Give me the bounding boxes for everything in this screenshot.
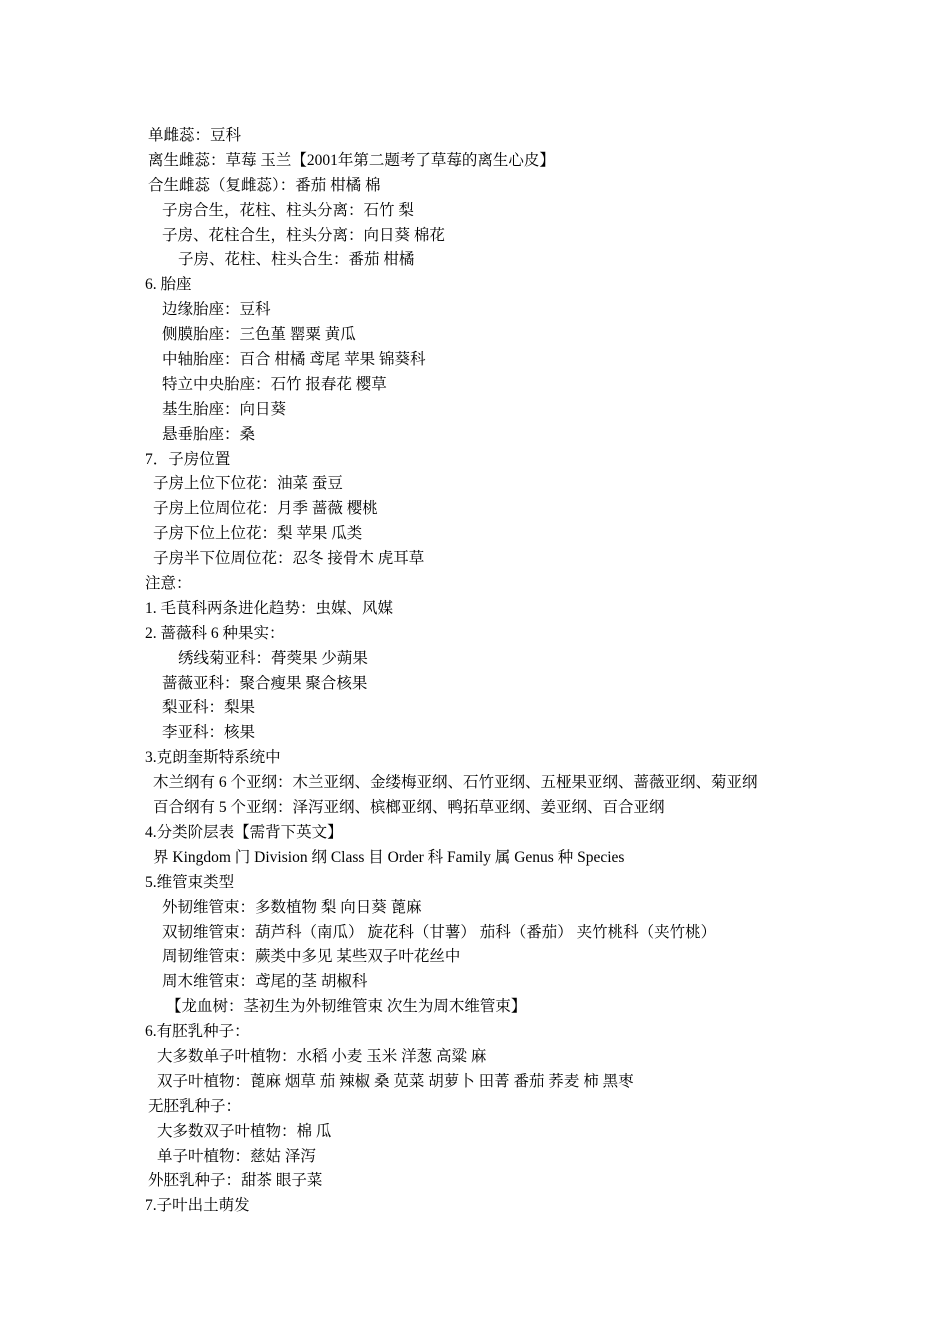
document-text [0, 124, 950, 1219]
text-line: 梨亚科：梨果 [162, 699, 256, 717]
text-line: 大多数双子叶植物：棉 瓜 [157, 1122, 332, 1140]
section-heading: 4.分类阶层表【需背下英文】 [145, 823, 343, 841]
section-heading: 7.子叶出土萌发 [145, 1197, 250, 1215]
text-line: 界 Kingdom 门 Division 纲 Class 目 Order 科 Family 属 Genus 种 Species [153, 848, 625, 866]
text-line: 双韧维管束：葫芦科（南瓜） 旋花科（甘薯） 茄科（番茄） 夹竹桃科（夹竹桃） [162, 923, 717, 941]
text-line: 百合纲有 5 个亚纲：泽泻亚纲、槟榔亚纲、鸭拓草亚纲、姜亚纲、百合亚纲 [153, 799, 665, 817]
text-line: 1. 毛茛科两条进化趋势：虫媒、风媒 [145, 599, 394, 617]
text-line: 中轴胎座：百合 柑橘 鸢尾 苹果 锦葵科 [162, 351, 426, 369]
section-heading: 5.维管束类型 [145, 873, 235, 891]
text-line: 2. 蔷薇科 6 种果实： [145, 624, 285, 642]
text-line: 子房下位上位花：梨 苹果 瓜类 [153, 525, 363, 543]
text-line: 周韧维管束：蕨类中多见 某些双子叶花丝中 [162, 948, 461, 966]
text-line: 双子叶植物：蓖麻 烟草 茄 辣椒 桑 苋菜 胡萝卜 田菁 番茄 荞麦 柿 黑枣 [157, 1072, 634, 1090]
section-heading: 注意： [145, 575, 192, 593]
text-line: 【龙血树：茎初生为外韧维管束 次生为周木维管束】 [166, 998, 527, 1016]
text-line: 边缘胎座：豆科 [162, 301, 271, 319]
text-line: 绣线菊亚科：蓇葖果 少蒴果 [178, 649, 368, 667]
text-line: 子房上位下位花：油菜 蚕豆 [153, 475, 343, 493]
text-line: 子房上位周位花：月季 蔷薇 樱桃 [153, 500, 378, 518]
text-line: 木兰纲有 6 个亚纲：木兰亚纲、金缕梅亚纲、石竹亚纲、五桠果亚纲、蔷薇亚纲、菊亚纲 [153, 774, 758, 792]
text-line: 外韧维管束：多数植物 梨 向日葵 蓖麻 [162, 898, 422, 916]
section-heading: 3.克朗奎斯特系统中 [145, 749, 281, 767]
text-line: 周木维管束：鸢尾的茎 胡椒科 [162, 973, 368, 991]
text-line: 离生雌蕊：草莓 玉兰【2001年第二题考了草莓的离生心皮】 [148, 151, 555, 169]
text-line: 悬垂胎座：桑 [162, 425, 256, 443]
text-line: 子房半下位周位花：忍冬 接骨木 虎耳草 [153, 550, 425, 568]
text-line: 基生胎座：向日葵 [162, 400, 287, 418]
text-line: 李亚科：核果 [162, 724, 256, 742]
text-line: 子房、花柱合生，柱头分离：向日葵 棉花 [162, 226, 445, 244]
text-line: 单雌蕊：豆科 [148, 127, 242, 144]
text-line: 合生雌蕊（复雌蕊）：番茄 柑橘 棉 [148, 176, 381, 194]
text-line: 单子叶植物：慈姑 泽泻 [157, 1147, 316, 1165]
text-line: 子房合生，花柱、柱头分离：石竹 梨 [162, 201, 414, 219]
text-line: 外胚乳种子：甜茶 眼子菜 [148, 1172, 323, 1190]
text-line: 特立中央胎座：石竹 报春花 樱草 [162, 375, 387, 393]
text-line: 大多数单子叶植物：水稻 小麦 玉米 洋葱 高粱 麻 [157, 1047, 487, 1065]
section-heading: 7．子房位置 [145, 450, 231, 468]
text-line: 侧膜胎座：三色堇 罂粟 黄瓜 [162, 326, 356, 344]
text-line: 蔷薇亚科：聚合瘦果 聚合核果 [162, 674, 368, 692]
text-line: 无胚乳种子： [148, 1097, 242, 1115]
section-heading: 6. 胎座 [145, 276, 192, 294]
section-heading: 6.有胚乳种子： [145, 1023, 250, 1041]
text-line: 子房、花柱、柱头合生：番茄 柑橘 [178, 251, 415, 269]
